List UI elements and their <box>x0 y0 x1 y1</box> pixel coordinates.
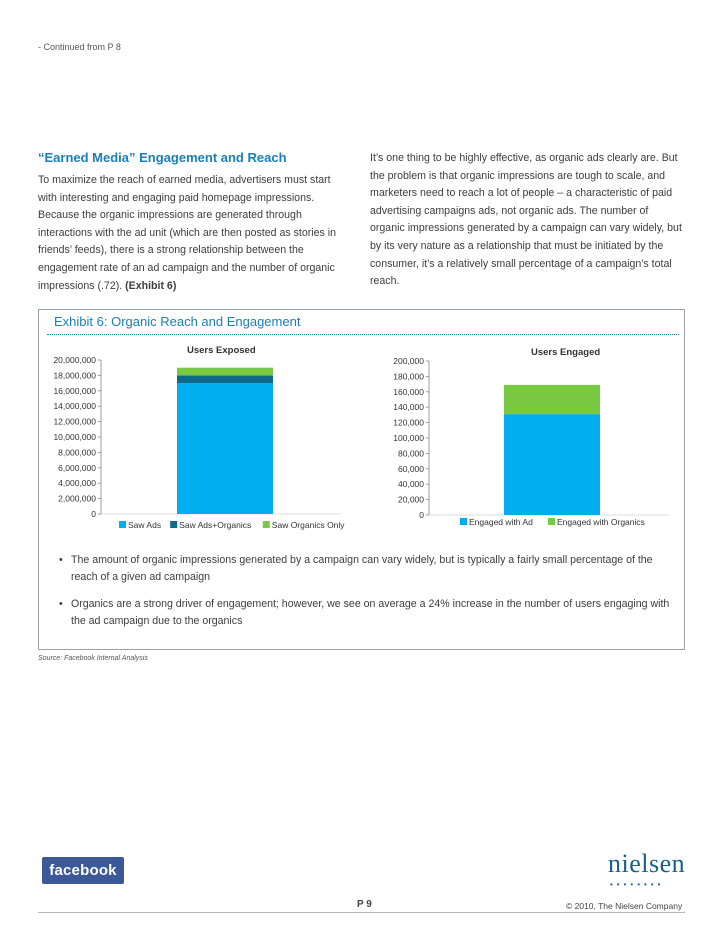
bar-segment <box>504 414 600 515</box>
y-tick-label: 12,000,000 <box>53 416 96 427</box>
y-tick-label: 40,000 <box>398 479 424 490</box>
exhibit-title: Exhibit 6: Organic Reach and Engagement <box>54 314 301 329</box>
y-tick-label: 4,000,000 <box>58 478 96 489</box>
y-tick-label: 0 <box>419 510 424 520</box>
copyright: © 2010, The Nielsen Company <box>566 901 683 911</box>
bar-segment <box>177 368 273 376</box>
bar-segment <box>177 375 273 383</box>
bullet-item <box>59 552 679 585</box>
exhibit-bullets <box>59 552 679 640</box>
y-tick-label: 20,000 <box>398 494 424 505</box>
legend-swatch <box>119 521 126 528</box>
y-tick-label: 14,000,000 <box>53 401 96 412</box>
right-paragraph: It’s one thing to be highly effective, as organic ads clearly are. But the problem is that organic impressions are tough to scale, and marketers need to reach a lot of people – a characteristic of paid advertising campaigns ads, not organic ads. The number of organic impressions generated by a campaign can vary widely, but by its very nature as a relationship that must be initiated by the consumer, it’s a relatively small percentage of a campaign’s total reach. <box>370 152 682 288</box>
exhibit-charts <box>39 310 684 542</box>
y-tick-label: 180,000 <box>393 371 424 382</box>
y-tick-label: 20,000,000 <box>53 355 96 365</box>
left-paragraph-text: To maximize the reach of earned media, advertisers must start with interesting and engaging paid homepage impressions. Because the organic impressions are generated through interactions with the ad unit (which are then posted as stories in friends’ feeds), there is a strong relationship between the engagement rate of an ad campaign and the number of organic impressions (.72). <box>38 174 336 292</box>
legend-label: Saw Organics Only <box>271 520 345 530</box>
bullet-glyph: • <box>59 598 63 610</box>
y-tick-label: 60,000 <box>398 463 424 474</box>
legend-swatch <box>170 521 177 528</box>
bar-segment <box>177 383 273 514</box>
legend-label: Engaged with Ad <box>469 517 533 527</box>
y-tick-label: 120,000 <box>393 417 424 428</box>
exhibit-reference: (Exhibit 6) <box>125 279 177 292</box>
y-tick-label: 8,000,000 <box>58 447 96 458</box>
y-tick-label: 80,000 <box>398 448 424 459</box>
y-tick-label: 2,000,000 <box>58 493 96 504</box>
bullet-text: Organics are a strong driver of engagement; however, we see on average a 24% increase in the number of users engaging with the ad campaign due to the organics <box>71 598 670 627</box>
legend-label: Saw Ads <box>128 520 162 530</box>
chart-title: Users Engaged <box>531 347 601 358</box>
exhibit-box <box>38 309 685 650</box>
left-paragraph <box>38 172 350 295</box>
section-heading: “Earned Media” Engagement and Reach <box>38 150 287 165</box>
page-number: P 9 <box>357 899 372 910</box>
footer-rule <box>38 912 685 913</box>
legend-swatch <box>263 521 270 528</box>
y-tick-label: 10,000,000 <box>53 432 96 442</box>
bullet-text: The amount of organic impressions generated by a campaign can vary widely, but is typically a fairly small percentage of the reach of a given ad campaign <box>71 554 653 583</box>
facebook-logo: facebook <box>42 857 124 884</box>
legend-swatch <box>460 518 467 525</box>
nielsen-logo-dots: •••••••• <box>610 880 665 889</box>
legend-label: Engaged with Organics <box>557 517 645 527</box>
legend-label: Saw Ads+Organics <box>179 520 252 530</box>
legend-swatch <box>548 518 555 525</box>
bullet-glyph: • <box>59 554 63 566</box>
y-tick-label: 16,000,000 <box>53 385 96 396</box>
y-tick-label: 6,000,000 <box>58 462 96 473</box>
bullet-item <box>59 596 679 629</box>
nielsen-logo: nielsen <box>608 849 686 878</box>
bar-segment <box>504 385 600 414</box>
chart-title: Users Exposed <box>187 345 256 356</box>
y-tick-label: 100,000 <box>393 433 424 443</box>
source-note: Source: Facebook Internal Analysis <box>38 655 148 662</box>
y-tick-label: 160,000 <box>393 386 424 397</box>
y-tick-label: 0 <box>91 509 96 519</box>
y-tick-label: 18,000,000 <box>53 370 96 381</box>
y-tick-label: 200,000 <box>393 356 424 366</box>
continued-note: - Continued from P 8 <box>38 42 121 52</box>
y-tick-label: 140,000 <box>393 402 424 413</box>
